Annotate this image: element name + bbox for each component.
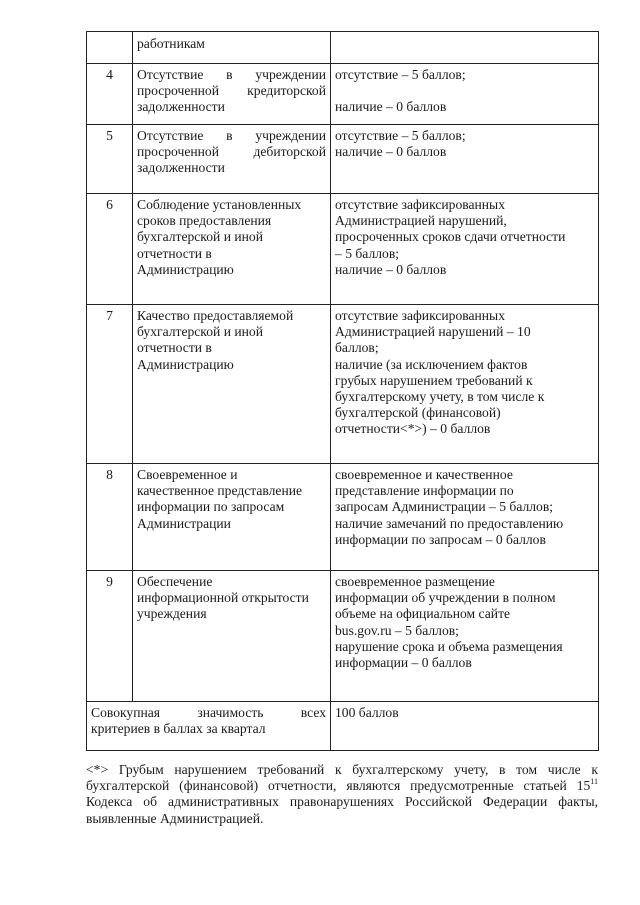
score-line: отсутствие зафиксированных [335,197,505,212]
score-line: объеме на официальном сайте [335,606,511,622]
cell-criterion [133,194,331,305]
cell-score [331,32,599,64]
cell-criterion [133,125,331,194]
cell-score [331,64,599,125]
table-row [87,125,599,194]
table-row [87,464,599,571]
row-number: 8 [106,467,113,482]
score-line: наличие – 0 баллов [335,144,447,160]
cell-number [87,32,133,64]
score-line: своевременное и качественное [335,467,513,482]
cell-score [331,464,599,571]
criterion-line: бухгалтерской и иной [137,229,263,245]
cell-criterion [133,64,331,125]
cell-criterion [133,32,331,64]
row-number: 9 [106,574,113,589]
score-line: наличие – 0 баллов [335,261,447,277]
score-line: запросам Администрации – 5 баллов; [335,499,554,515]
criterion-line: Своевременное и [137,467,238,482]
footnote-text-end: Кодекса об административных правонарушениях Российской Федерации факты, выявленные Администрацией. [86,794,598,826]
cell-total-value [331,702,599,751]
score-line: Администрацией нарушений – 10 [335,324,531,340]
criterion-text: работникам [137,36,205,51]
cell-score [331,194,599,305]
criterion-line: просроченной кредиторской [137,83,326,99]
cell-score [331,125,599,194]
score-line: баллов; [335,340,379,356]
total-label-line: критериев в баллах за квартал [91,721,266,737]
score-line: бухгалтерской (финансовой) [335,405,501,421]
criteria-table-body [87,32,599,751]
cell-total-label [87,702,331,751]
criterion-line: бухгалтерской и иной [137,324,263,340]
score-line: – 5 баллов; [335,245,400,261]
total-label-line: Совокупная значимость всех [91,705,326,720]
row-number: 4 [106,67,113,82]
table-row [87,64,599,125]
criterion-line: Качество предоставляемой [137,308,294,323]
criterion-line: отчетности в [137,340,212,356]
cell-criterion [133,571,331,702]
criterion-line: Отсутствие в учреждении [137,128,326,143]
criterion-line: Обеспечение [137,574,213,589]
score-line: Администрацией нарушений, [335,213,507,229]
table-row-continued [87,32,599,64]
table-row [87,305,599,464]
table-row [87,194,599,305]
table-row-total [87,702,599,751]
score-line: отсутствие зафиксированных [335,308,505,323]
score-line: информации – 0 баллов [335,655,472,671]
criterion-line: отчетности в [137,245,212,261]
total-value: 100 баллов [335,705,399,720]
score-line: отсутствие – 5 баллов; [335,67,466,82]
criterion-line: просроченной дебиторской [137,144,326,160]
criterion-line: информации по запросам [137,499,285,515]
table-row [87,571,599,702]
criterion-line: задолженности [137,160,225,176]
footnote-text: <*> Грубым нарушением требований к бухгалтерскому учету, в том числе к бухгалтерской (финансовой) отчетности, являются предусмотренные статьей 15 [86,762,598,794]
footnote [86,762,598,827]
criterion-line: сроков предоставления [137,213,272,229]
criterion-line: учреждения [137,606,207,622]
cell-score [331,305,599,464]
score-line: наличие – 0 баллов [335,99,447,115]
criterion-line: Отсутствие в учреждении [137,67,326,82]
score-line: наличие (за исключением фактов [335,356,528,372]
cell-number [87,571,133,702]
footnote-superscript: 11 [590,777,598,787]
cell-number [87,64,133,125]
criterion-line: качественное представление [137,483,303,499]
cell-criterion [133,305,331,464]
score-line: наличие замечаний по предоставлению [335,515,564,531]
score-line: информации по запросам – 0 баллов [335,531,546,547]
criterion-line: Администрацию [137,356,234,372]
criterion-line: Администрацию [137,261,234,277]
cell-criterion [133,464,331,571]
score-line: отсутствие – 5 баллов; [335,128,466,143]
score-line: просроченных сроков сдачи отчетности [335,229,566,245]
row-number: 6 [106,197,113,212]
cell-number [87,125,133,194]
score-line: представление информации по [335,483,514,499]
score-line: своевременное размещение [335,574,495,589]
score-line: грубых нарушением требований к [335,372,533,388]
criterion-line: Соблюдение установленных [137,197,302,212]
cell-number [87,194,133,305]
criterion-line: Администрации [137,515,231,531]
score-line: информации об учреждении в полном [335,590,556,606]
row-number: 5 [106,128,113,143]
cell-score [331,571,599,702]
cell-number [87,464,133,571]
criterion-line: информационной открытости [137,590,309,606]
score-line: нарушение срока и объема размещения [335,638,563,654]
criteria-table [86,31,599,751]
score-line: бухгалтерскому учету, в том числе к [335,389,545,405]
row-number: 7 [106,308,113,323]
score-line [335,83,594,99]
criterion-line: задолженности [137,99,225,115]
score-line: bus.gov.ru – 5 баллов; [335,622,459,638]
cell-number [87,305,133,464]
score-line: отчетности<*>) – 0 баллов [335,421,491,437]
